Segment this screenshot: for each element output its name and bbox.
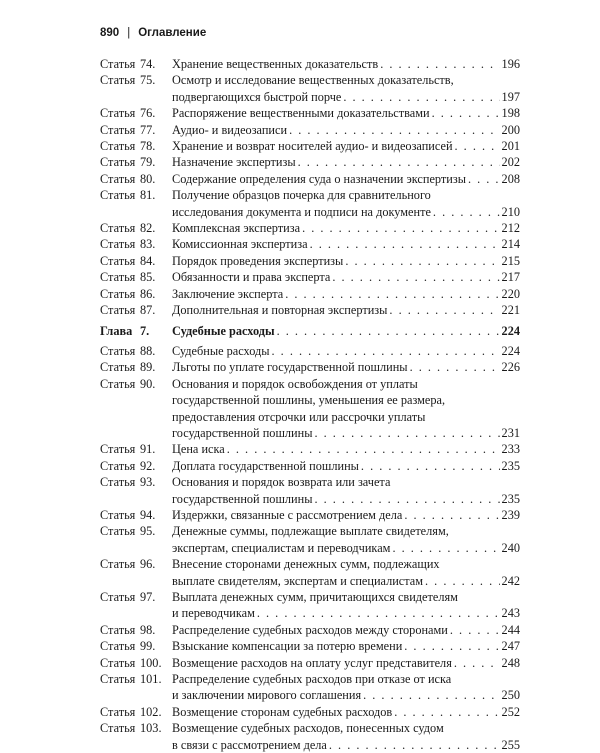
toc-entry <box>100 638 520 654</box>
entry-label: Статья <box>100 237 136 252</box>
dot-leader <box>425 573 500 589</box>
entry-title-line: Распределение судебных расходов между сторонами <box>172 622 448 637</box>
entry-label: Статья <box>100 303 136 318</box>
entry-number: 99. <box>140 639 156 654</box>
entry-label: Статья <box>100 106 136 121</box>
entry-title-line: Возмещение сторонам судебных расходов <box>172 704 393 719</box>
entry-title-line: экспертам, специалистам и переводчикам <box>172 540 391 555</box>
entry-number: 81. <box>140 188 156 203</box>
entry-title-line: Назначение экспертизы <box>172 155 296 170</box>
page-ref: 217 <box>501 270 520 285</box>
entry-number: 79. <box>140 155 156 170</box>
entry-number: 85. <box>140 270 156 285</box>
entry-number: 7. <box>140 323 150 338</box>
page-ref: 226 <box>501 360 520 375</box>
toc-entry <box>100 359 520 375</box>
dot-leader <box>450 622 500 638</box>
entry-number: 100. <box>140 655 162 670</box>
entry-number: 86. <box>140 286 156 301</box>
entry-title-line: Доплата государственной пошлины <box>172 458 359 473</box>
page-header <box>100 27 206 39</box>
page-ref: 200 <box>501 122 520 137</box>
dot-leader <box>314 491 499 507</box>
page-ref: 215 <box>501 253 520 268</box>
dot-leader <box>345 253 499 269</box>
entry-title-line: Хранение и возврат носителей аудио- и видеозаписей <box>172 139 453 154</box>
entry-number: 87. <box>140 303 156 318</box>
entry-title-line: Внесение сторонами денежных сумм, подлежащих <box>172 557 440 572</box>
entry-title-line: Выплата денежных сумм, причитающихся свидетелям <box>172 590 458 604</box>
dot-leader <box>454 655 500 671</box>
entry-label: Статья <box>100 655 136 670</box>
entry-title-line: Распределение судебных расходов при отказе от иска <box>172 672 452 687</box>
dot-leader <box>332 269 499 285</box>
entry-label: Статья <box>100 721 136 736</box>
page-number: 890 <box>100 27 120 39</box>
entry-title-line: Осмотр и исследование вещественных доказательств, <box>172 73 454 88</box>
entry-number: 88. <box>140 343 156 358</box>
toc-entry <box>100 302 520 318</box>
page-ref: 247 <box>501 639 520 654</box>
entry-number: 91. <box>140 442 156 457</box>
dot-leader <box>227 441 500 457</box>
entry-title-line: Содержание определения суда о назначении экспертизы <box>172 171 466 186</box>
entry-title-line: Основания и порядок возврата или зачета <box>172 475 391 490</box>
page-ref: 248 <box>501 655 520 670</box>
entry-title-line: Порядок проведения экспертизы <box>172 253 344 268</box>
dot-leader <box>298 154 500 170</box>
entry-title-line: Взыскание компенсации за потерю времени <box>172 639 403 654</box>
toc-entry <box>100 671 520 704</box>
entry-title-line: Основания и порядок освобождения от уплаты <box>172 376 418 391</box>
entry-number: 82. <box>140 221 156 236</box>
toc-entry <box>100 589 520 622</box>
dot-leader <box>314 425 499 441</box>
entry-label: Статья <box>100 360 136 375</box>
entry-number: 96. <box>140 557 156 572</box>
toc-entry <box>100 253 520 269</box>
entry-title-line: Комиссионная экспертиза <box>172 237 308 252</box>
toc-entry <box>100 269 520 285</box>
entry-number: 80. <box>140 171 156 186</box>
entry-number: 78. <box>140 139 156 154</box>
dot-leader <box>468 171 500 187</box>
dot-leader <box>410 359 500 375</box>
dot-leader <box>455 138 500 154</box>
entry-label: Статья <box>100 171 136 186</box>
toc-entry <box>100 458 520 474</box>
entry-label: Статья <box>100 221 136 236</box>
entry-title-line: Судебные расходы <box>172 343 270 358</box>
toc-chapter <box>100 323 520 339</box>
dot-leader <box>310 236 500 252</box>
page-ref: 221 <box>501 303 520 318</box>
toc-entry <box>100 286 520 302</box>
page-ref: 224 <box>501 323 520 338</box>
entry-title-line: Судебные расходы <box>172 323 275 338</box>
toc-entry <box>100 122 520 138</box>
entry-label: Статья <box>100 475 136 490</box>
dot-leader <box>404 638 499 654</box>
page-ref: 255 <box>501 737 520 752</box>
entry-number: 90. <box>140 376 156 391</box>
entry-title-line: государственной пошлины <box>172 491 313 506</box>
entry-title-line: Обязанности и права эксперта <box>172 270 331 285</box>
entry-title-line: предоставления отсрочки или рассрочки уплаты <box>172 409 426 424</box>
entry-title-line: Цена иска <box>172 442 225 457</box>
page-ref: 198 <box>501 106 520 121</box>
entry-title-line: Денежные суммы, подлежащие выплате свидетелям, <box>172 524 449 539</box>
toc-entry <box>100 507 520 523</box>
entry-label: Статья <box>100 639 136 654</box>
entry-label: Статья <box>100 286 136 301</box>
dot-leader <box>380 56 499 72</box>
entry-number: 92. <box>140 458 156 473</box>
entry-label: Статья <box>100 57 136 71</box>
toc-entry <box>100 138 520 154</box>
page-ref: 252 <box>501 704 520 719</box>
entry-title-line: государственной пошлины <box>172 425 313 440</box>
entry-title-line: в связи с рассмотрением дела <box>172 737 327 752</box>
entry-title-line: Хранение вещественных доказательств <box>172 57 379 71</box>
entry-title-line: исследования документа и подписи на документе <box>172 204 431 219</box>
entry-title-line: Аудио- и видеозаписи <box>172 122 288 137</box>
toc-entry <box>100 556 520 589</box>
page-ref: 202 <box>501 155 520 170</box>
entry-number: 83. <box>140 237 156 252</box>
entry-number: 98. <box>140 622 156 637</box>
dot-leader <box>363 687 499 703</box>
dot-leader <box>392 540 499 556</box>
entry-label: Статья <box>100 155 136 170</box>
page-ref: 224 <box>501 343 520 358</box>
entry-title-line: Распоряжение вещественными доказательствами <box>172 106 430 121</box>
dot-leader <box>329 737 500 753</box>
toc-entry <box>100 154 520 170</box>
toc-entry <box>100 236 520 252</box>
toc-entry <box>100 704 520 720</box>
entry-label: Глава <box>100 323 133 338</box>
page-ref: 235 <box>501 458 520 473</box>
entry-number: 102. <box>140 704 162 719</box>
toc-entry <box>100 474 520 507</box>
entry-label: Статья <box>100 524 136 539</box>
dot-leader <box>394 704 499 720</box>
entry-number: 74. <box>140 57 156 71</box>
toc-entry <box>100 171 520 187</box>
entry-title-line: Издержки, связанные с рассмотрением дела <box>172 507 403 522</box>
entry-label: Статья <box>100 270 136 285</box>
entry-number: 95. <box>140 524 156 539</box>
toc-entry <box>100 72 520 105</box>
page-ref: 233 <box>501 442 520 457</box>
entry-number: 101. <box>140 672 162 687</box>
page-ref: 196 <box>501 57 520 71</box>
entry-title-line: и переводчикам <box>172 606 255 621</box>
dot-leader <box>302 220 499 236</box>
page-ref: 243 <box>501 606 520 621</box>
entry-number: 77. <box>140 122 156 137</box>
dot-leader <box>277 323 500 339</box>
entry-title-line: государственной пошлины, уменьшения ее размера, <box>172 393 446 408</box>
entry-number: 94. <box>140 507 156 522</box>
dot-leader <box>404 507 499 523</box>
table-of-contents <box>100 56 520 753</box>
entry-title-line: Комплексная экспертиза <box>172 221 301 236</box>
entry-number: 84. <box>140 253 156 268</box>
toc-entry <box>100 441 520 457</box>
entry-number: 76. <box>140 106 156 121</box>
toc-entry <box>100 720 520 753</box>
toc-entry <box>100 523 520 556</box>
page-ref: 239 <box>501 507 520 522</box>
header-separator: | <box>127 27 131 39</box>
dot-leader <box>272 343 500 359</box>
entry-label: Статья <box>100 622 136 637</box>
entry-label: Статья <box>100 557 136 572</box>
toc-entry <box>100 56 520 72</box>
dot-leader <box>432 105 500 121</box>
entry-title-line: выплате свидетелям, экспертам и специалистам <box>172 573 424 588</box>
entry-label: Статья <box>100 188 136 203</box>
toc-entry <box>100 220 520 236</box>
entry-number: 89. <box>140 360 156 375</box>
entry-label: Статья <box>100 704 136 719</box>
entry-title-line: Заключение эксперта <box>172 286 284 301</box>
entry-title-line: Возмещение расходов на оплату услуг представителя <box>172 655 452 670</box>
entry-label: Статья <box>100 122 136 137</box>
toc-entry <box>100 343 520 359</box>
page-ref: 197 <box>501 89 520 104</box>
entry-title-line: и заключении мирового соглашения <box>172 688 362 703</box>
entry-title-line: Возмещение судебных расходов, понесенных судом <box>172 721 444 736</box>
entry-number: 75. <box>140 73 156 88</box>
entry-label: Статья <box>100 343 136 358</box>
entry-label: Статья <box>100 590 136 604</box>
page-ref: 242 <box>501 573 520 588</box>
page-ref: 208 <box>501 171 520 186</box>
dot-leader <box>433 204 500 220</box>
entry-label: Статья <box>100 672 136 687</box>
toc-entry <box>100 105 520 121</box>
entry-title-line: подвергающихся быстрой порче <box>172 89 342 104</box>
page-ref: 212 <box>501 221 520 236</box>
entry-number: 93. <box>140 475 156 490</box>
dot-leader <box>289 122 499 138</box>
page-ref: 244 <box>501 622 520 637</box>
entry-title-line: Получение образцов почерка для сравнительного <box>172 188 431 203</box>
entry-label: Статья <box>100 139 136 154</box>
page-ref: 231 <box>501 425 520 440</box>
entry-label: Статья <box>100 458 136 473</box>
page-ref: 214 <box>501 237 520 252</box>
page-ref: 235 <box>501 491 520 506</box>
page-ref: 240 <box>501 540 520 555</box>
entry-label: Статья <box>100 73 136 88</box>
toc-entry <box>100 655 520 671</box>
dot-leader <box>389 302 499 318</box>
entry-number: 103. <box>140 721 162 736</box>
entry-title-line: Льготы по уплате государственной пошлины <box>172 360 408 375</box>
toc-entry <box>100 622 520 638</box>
entry-label: Статья <box>100 376 136 391</box>
entry-label: Статья <box>100 507 136 522</box>
page-ref: 210 <box>501 204 520 219</box>
entry-label: Статья <box>100 253 136 268</box>
section-title: Оглавление <box>138 27 207 39</box>
dot-leader <box>361 458 500 474</box>
page-ref: 250 <box>501 688 520 703</box>
dot-leader <box>343 89 499 105</box>
dot-leader <box>285 286 499 302</box>
entry-title-line: Дополнительная и повторная экспертизы <box>172 303 388 318</box>
entry-label: Статья <box>100 442 136 457</box>
toc-entry <box>100 376 520 442</box>
entry-number: 97. <box>140 590 156 604</box>
page-ref: 201 <box>501 139 520 154</box>
dot-leader <box>257 605 500 621</box>
toc-entry <box>100 187 520 220</box>
page-ref: 220 <box>501 286 520 301</box>
